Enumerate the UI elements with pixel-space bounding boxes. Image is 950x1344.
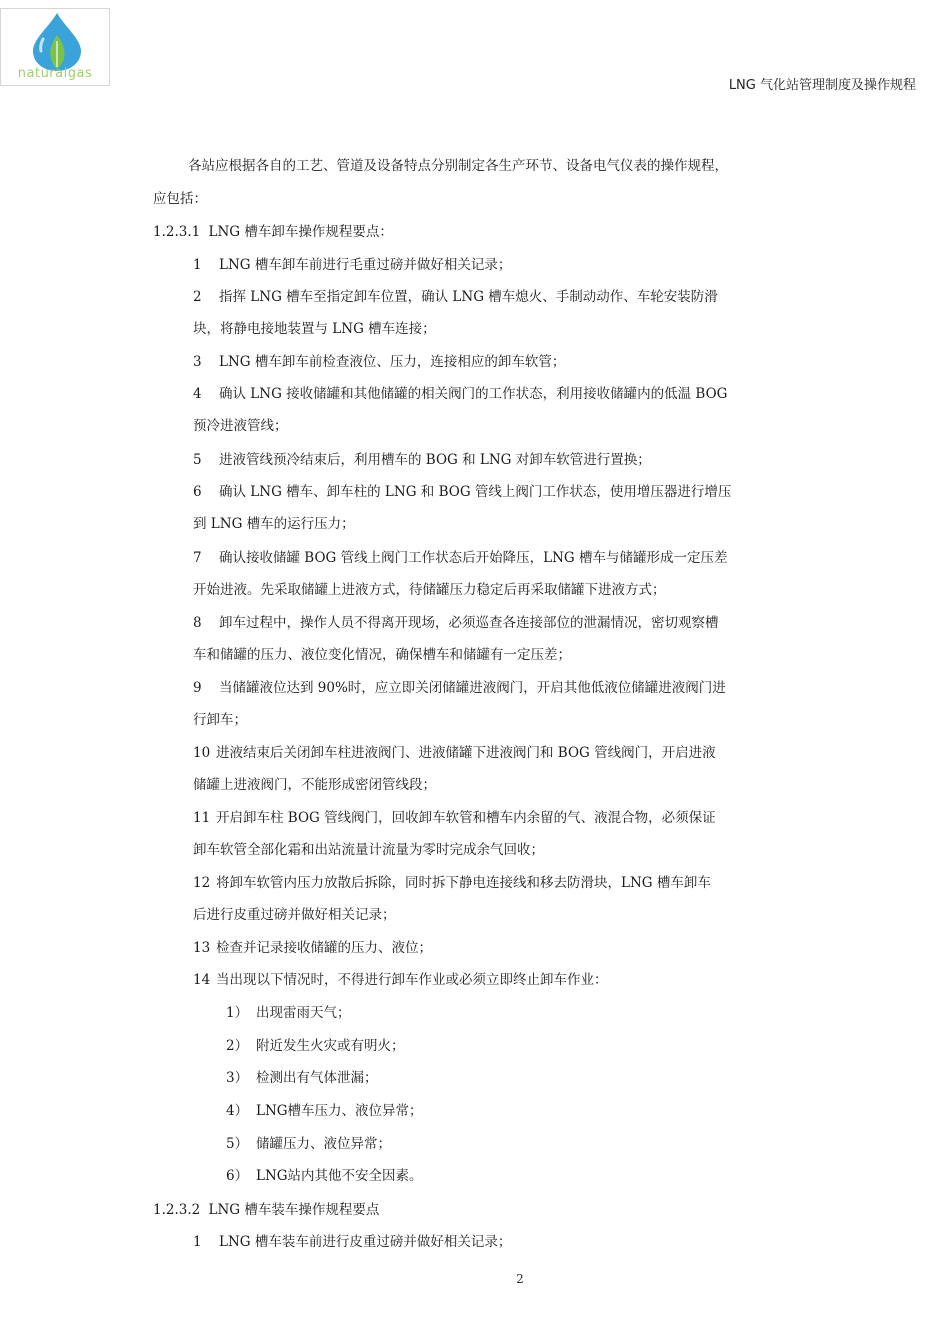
item-number: 1 [193,257,202,273]
sub-list-item [226,1036,405,1056]
list-item [193,678,726,698]
document-header-title: LNG 气化站管理制度及操作规程 [728,78,916,93]
list-item [193,482,731,502]
sub-item-number: 4） [226,1103,249,1119]
item-number: 6 [193,484,202,500]
list-item [193,873,711,893]
list-item [193,970,608,990]
section-title: LNG 槽车卸车操作规程要点： [208,224,393,240]
sub-item-number: 2） [226,1038,249,1054]
list-item [193,743,716,763]
item-text: 卸车过程中，操作人员不得离开现场，必须巡查各连接部位的泄漏情况，密切观察槽 [219,615,719,631]
sub-item-text: 附近发生火灾或有明火； [256,1038,405,1054]
item-number: 9 [193,680,202,696]
item-text: 进液管线预冷结束后，利用槽车的 BOG 和 LNG 对卸车软管进行置换； [219,452,651,468]
section-heading-1-2-3-2 [153,1200,379,1220]
item-text: 开启卸车柱 BOG 管线阀门，回收卸车软管和槽车内余留的气、液混合物，必须保证 [216,810,716,826]
list-item [193,613,719,633]
item-text: 确认 LNG 槽车、卸车柱的 LNG 和 BOG 管线上阀门工作状态，使用增压器进行增压 [219,484,732,500]
sub-list-item [226,1003,351,1023]
list-item [193,808,716,828]
item-number: 14 [193,972,211,988]
list-item [193,384,727,404]
company-logo [0,8,110,86]
item-text: 确认 LNG 接收储罐和其他储罐的相关阀门的工作状态，利用接收储罐内的低温 BOG [219,386,728,402]
item-text: 指挥 LNG 槽车至指定卸车位置，确认 LNG 槽车熄火、手制动动作、车轮安装防滑 [219,289,718,305]
item-text: 检查并记录接收储罐的压力、液位； [216,940,432,956]
item-text: 将卸车软管内压力放散后拆除，同时拆下静电连接线和移去防滑块，LNG 槽车卸车 [216,875,711,891]
item-text-continuation: 开始进液。先采取储罐上进液方式，待储罐压力稳定后再采取储罐下进液方式； [193,582,666,598]
item-text-continuation: 卸车软管全部化霜和出站流量计流量为零时完成余气回收； [193,842,544,858]
item-text: 确认接收储罐 BOG 管线上阀门工作状态后开始降压，LNG 槽车与储罐形成一定压差 [219,550,728,566]
section-title: LNG 槽车装车操作规程要点 [208,1202,380,1218]
item-number: 5 [193,452,202,468]
item-number: 7 [193,550,202,566]
list-item [193,255,511,275]
item-number: 4 [193,386,202,402]
sub-list-item [226,1101,423,1121]
sub-item-text: LNG站内其他不安全因素。 [256,1168,423,1184]
item-text-continuation: 到 LNG 槽车的运行压力； [193,516,355,532]
item-number: 10 [193,745,211,761]
item-text-continuation: 行卸车； [193,712,247,728]
list-item [193,548,727,568]
item-text: 当储罐液位达到 90%时，应立即关闭储罐进液阀门，开启其他低液位储罐进液阀门进 [219,680,726,696]
list-item [193,352,565,372]
logo-wordmark: naturalgas [17,66,93,81]
sub-item-number: 6） [226,1168,249,1184]
item-number: 13 [193,940,211,956]
item-text-continuation: 储罐上进液阀门，不能形成密闭管线段； [193,777,436,793]
sub-list-item [226,1134,391,1154]
section-number: 1.2.3.1 [153,224,201,240]
item-number: 12 [193,875,211,891]
item-number: 1 [193,1234,202,1250]
section-number: 1.2.3.2 [153,1202,201,1218]
list-item [193,938,432,958]
sub-item-text: 检测出有气体泄漏； [256,1070,378,1086]
item-text-continuation: 预冷进液管线； [193,418,288,434]
item-text-continuation: 块，将静电接地装置与 LNG 槽车连接； [193,321,436,337]
section-heading-1-2-3-1 [153,222,393,242]
list-item [193,287,718,307]
item-text: LNG 槽车卸车前进行毛重过磅并做好相关记录； [219,257,512,273]
item-text: LNG 槽车卸车前检查液位、压力，连接相应的卸车软管； [219,354,566,370]
intro-paragraph-line-2: 应包括： [153,191,207,207]
list-item [193,450,651,470]
sub-item-number: 1） [226,1005,249,1021]
list-item [193,1232,511,1252]
item-text: 当出现以下情况时，不得进行卸车作业或必须立即终止卸车作业： [216,972,608,988]
item-text: 进液结束后关闭卸车柱进液阀门、进液储罐下进液阀门和 BOG 管线阀门，开启进液 [216,745,716,761]
item-number: 3 [193,354,202,370]
sub-item-text: 储罐压力、液位异常； [256,1136,391,1152]
item-text-continuation: 车和储罐的压力、液位变化情况，确保槽车和储罐有一定压差； [193,647,571,663]
sub-item-text: LNG槽车压力、液位异常； [256,1103,423,1119]
sub-item-text: 出现雷雨天气； [256,1005,351,1021]
item-number: 11 [193,810,211,826]
item-text: LNG 槽车装车前进行皮重过磅并做好相关记录； [219,1234,512,1250]
page-number: 2 [516,1272,524,1286]
item-number: 2 [193,289,202,305]
sub-item-number: 5） [226,1136,249,1152]
sub-list-item [226,1166,423,1186]
sub-list-item [226,1068,378,1088]
intro-paragraph-line-1: 各站应根据各自的工艺、管道及设备特点分别制定各生产环节、设备电气仪表的操作规程， [188,158,728,174]
item-number: 8 [193,615,202,631]
sub-item-number: 3） [226,1070,249,1086]
item-text-continuation: 后进行皮重过磅并做好相关记录； [193,907,396,923]
